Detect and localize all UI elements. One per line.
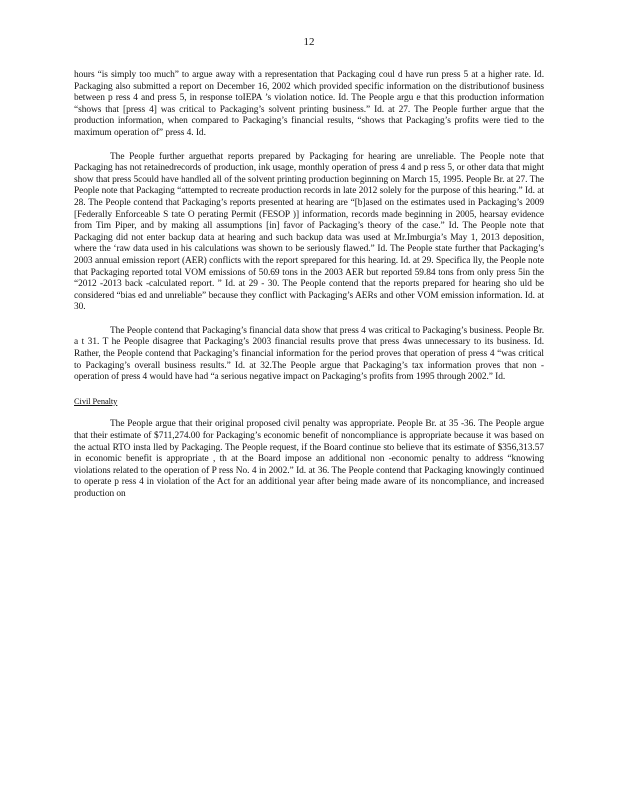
page-number: 12 [303,36,315,48]
paragraph-2: The People further arguethat reports prepared by Packaging for hearing are unreliable. The People note that Packaging has not retainedrecords of production, ink usage, monthly operation of press 4 and p ress 5, or other data that might show that press 5could have handled all of the solvent printing production beginning on March 15, 1995. People Br. at 27. The People note that Packaging “attempted to recreate production records in late 2012 solely for the purpose of this hearing.” Id. at 28. The People contend that Packaging’s reports presented at hearing are “[b]ased on the estimates used in Packaging’s 2009 [Federally Enforceable S tate O perating Permit (FESOP )] information, records made beginning in 2005, hearsay evidence from Tim Piper, and by making all assumptions [in] favor of Packaging’s theory of the case.” Id. The People note that Packaging did not enter backup data at hearing and such backup data was used at Mr.Imburgia’s May 1, 2013 deposition, where the ‘raw data used in his calculations was shown to be seriously flawed.” Id. The People state further that Packaging’s 2003 annual emission report (AER) conflicts with the report sprepared for this hearing. Id. at 29. Specifica lly, the People note that Packaging reported total VOM emissions of 50.69 tons in the 2003 AER but reported 59.84 tons from only press 5in the “2012 -2013 back -calculated report. ” Id. at 29 - 30. The People contend that the reports prepared for hearing sho uld be considered “bias ed and unreliable” because they conflict with Packaging’s AERs and other VOM emission information. Id. at 30. [74,151,544,313]
paragraph-3: The People contend that Packaging’s financial data show that press 4 was critical to Packaging’s business. People Br. a t 31. T he People disagree that Packaging’s 2003 financial results prove that press 4was unnecessary to its business. Id. Rather, the People contend that Packaging’s financial information for the period proves that operation of press 4 “was critical to Packaging’s overall business results.” Id. at 32.The People argue that Packaging’s tax information proves that non -operation of press 4 would have had “a serious negative impact on Packaging’s profits from 1995 through 2002.” Id. [74,325,544,383]
paragraph-4: The People argue that their original proposed civil penalty was appropriate. People Br. at 35 -36. The People argue that their estimate of $711,274.00 for Packaging’s economic benefit of noncompliance is appropriate because it was based on the actual RTO insta lled by Packaging. The People request, if the Board continue sto believe that its estimate of $356,313.57 in economic benefit is appropriate , th at the Board impose an additional non -economic penalty to address “knowing violations related to the operation of P ress No. 4 in 2002.” Id. at 36. The People contend that Packaging knowingly continued to operate p ress 4 in violation of the Act for an additional year after being made aware of its noncompliance, and increased production on [74,419,544,499]
document-body [74,70,544,513]
section-heading-civil-penalty: Civil Penalty [74,396,118,406]
paragraph-1: hours “is simply too much” to argue away with a representation that Packaging coul d have run press 5 at a higher rate. Id. Packaging also submitted a report on December 16, 2002 which provided specific information on the distributionof business between p ress 4 and press 5, in response toIEPA ’s violation notice. Id. The People argu e that this production information “shows that [press 4] was critical to Packaging’s solvent printing business.” Id. at 27. The People further argue that the production information, when compared to Packaging’s financial results, “shows that Packaging’s profits were tied to the maximum operation of” press 4. Id. [74,70,544,138]
